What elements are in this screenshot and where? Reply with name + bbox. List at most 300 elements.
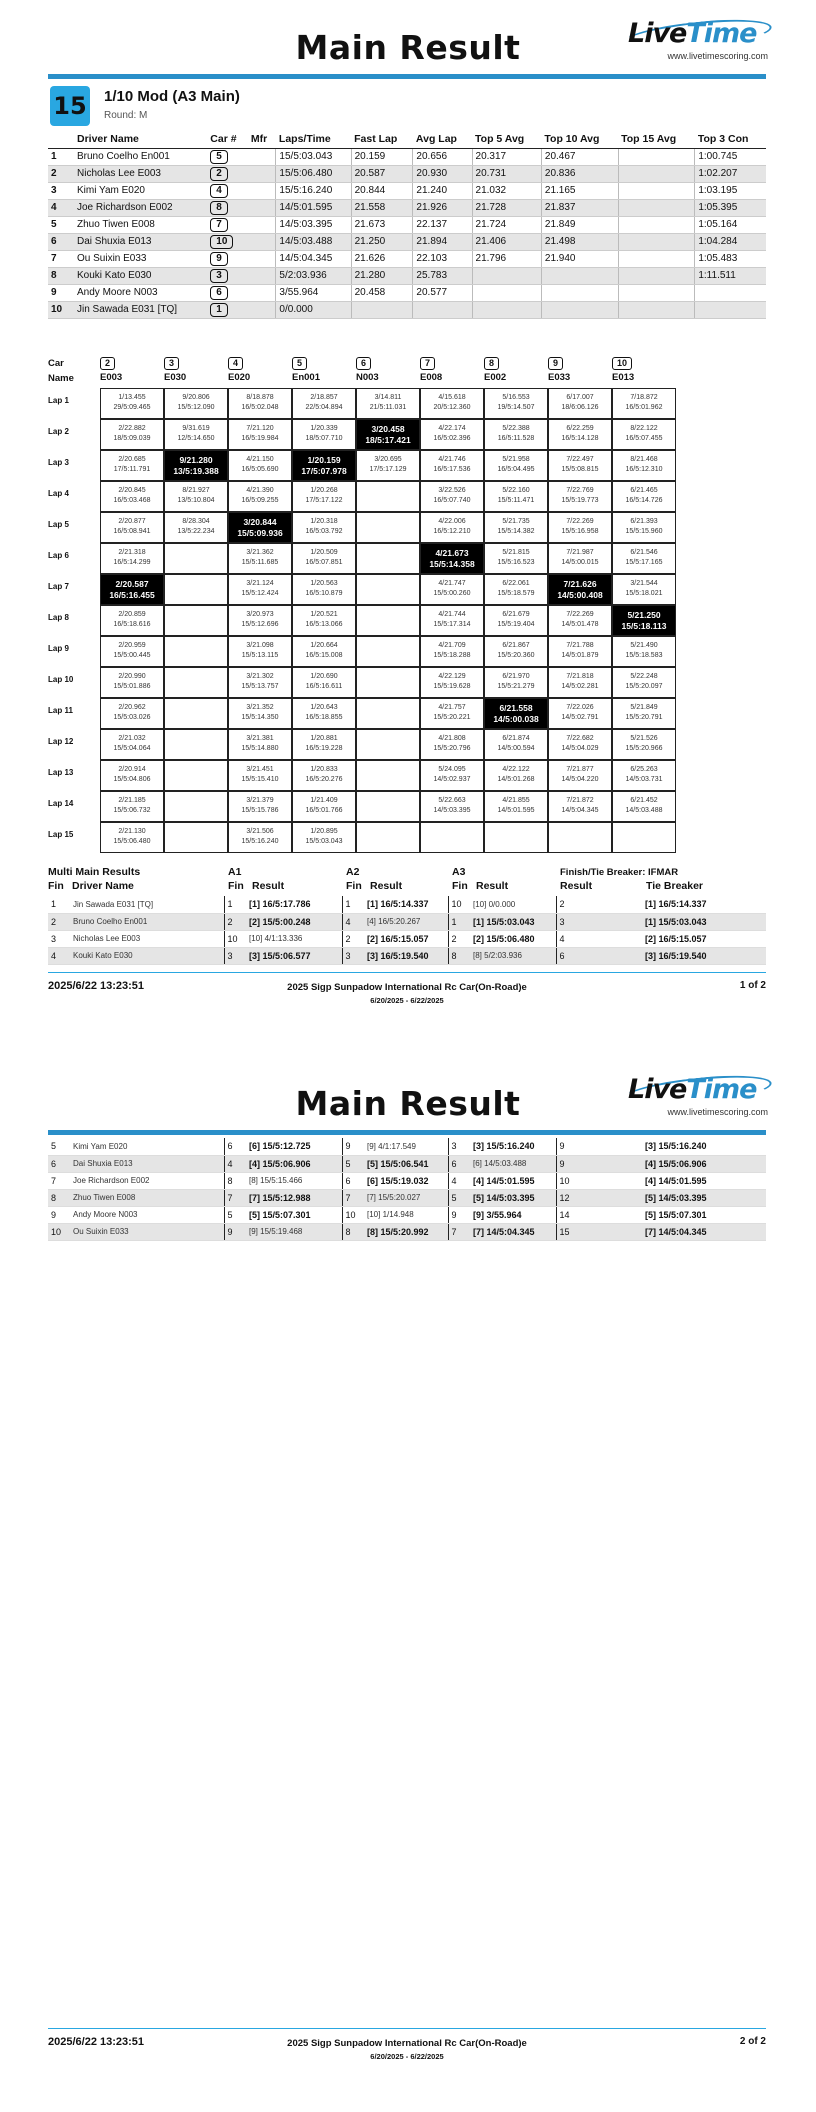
car-number-box: 10	[210, 235, 233, 249]
mm-a1f: 4	[224, 1155, 246, 1172]
lap-time: 6/21.452	[630, 797, 658, 804]
mm-a3f: 4	[448, 1172, 470, 1189]
result-laps: 14/5:04.345	[276, 250, 351, 267]
lap-cell	[100, 636, 164, 667]
car-name: E008	[420, 372, 443, 383]
lap-cumulative: 16/5:15.008	[305, 652, 343, 659]
tie-breaker-heading: Tie Breaker	[646, 880, 704, 892]
mm-a1r: [7] 15/5:12.988	[246, 1189, 342, 1206]
result-fast: 21.626	[351, 250, 413, 267]
lap-label: Lap 3	[48, 458, 69, 467]
result-t10: 20.836	[541, 165, 618, 182]
lap-cumulative: 15/5:18.113	[621, 621, 667, 631]
lap-cell	[484, 636, 548, 667]
lap-cumulative: 16/5:12.310	[625, 466, 663, 473]
lap-time: 4/22.122	[502, 766, 530, 773]
lap-cumulative: 15/5:18.021	[625, 590, 663, 597]
lap-cell-empty	[164, 822, 228, 853]
mm-tie: [3] 15/5:16.240	[642, 1138, 766, 1155]
mm-a3r: [2] 15/5:06.480	[470, 930, 556, 947]
lap-time: 6/21.393	[630, 518, 658, 525]
result-t15	[618, 165, 695, 182]
lap-cell-best	[548, 574, 612, 605]
lap-cumulative: 16/5:16.611	[305, 683, 343, 690]
mm-a3f: 2	[448, 930, 470, 947]
mm-a2f: 2	[342, 930, 364, 947]
result-name: Zhuo Tiwen E008	[74, 216, 207, 233]
multi-main-row	[48, 1223, 766, 1240]
mm-a3f: 1	[448, 913, 470, 930]
lap-cell	[228, 605, 292, 636]
lap-cumulative: 14/5:01.879	[561, 652, 599, 659]
col-header: Car #	[207, 131, 248, 148]
lap-cumulative: 15/5:11.471	[497, 497, 535, 504]
result-row	[48, 250, 766, 267]
lap-cell	[228, 481, 292, 512]
result-position: 1	[48, 148, 74, 165]
lap-cell-best	[356, 419, 420, 450]
lap-cumulative: 15/5:11.685	[241, 559, 279, 566]
lap-cell	[420, 760, 484, 791]
multi-main-row	[48, 1155, 766, 1172]
lap-cell-empty	[356, 574, 420, 605]
lap-cumulative: 15/5:14.350	[241, 714, 279, 721]
lap-cell-best	[292, 450, 356, 481]
lap-cell	[548, 667, 612, 698]
mm-a2r: [5] 15/5:06.541	[364, 1155, 448, 1172]
lap-cumulative: 18/5:07.710	[305, 435, 343, 442]
lap-cumulative: 15/5:06.480	[113, 838, 151, 845]
lap-time: 3/21.352	[246, 704, 274, 711]
lap-time: 4/22.174	[438, 425, 466, 432]
lap-time: 1/20.563	[310, 580, 338, 587]
car-name: E013	[612, 372, 635, 383]
race-number-badge: 15	[50, 86, 90, 126]
result-t5	[472, 301, 541, 318]
a2-fin-heading: Fin	[346, 880, 362, 892]
result-name: Bruno Coelho En001	[74, 148, 207, 165]
lap-cell	[228, 543, 292, 574]
lap-cumulative: 16/5:08.941	[113, 528, 151, 535]
car-name: En001	[292, 372, 320, 383]
lap-cell-empty	[356, 605, 420, 636]
event-dates: 6/20/2025 - 6/22/2025	[370, 996, 444, 1005]
car-number-box: 4	[210, 184, 228, 198]
lap-cumulative: 14/5:01.478	[561, 621, 599, 628]
result-t15	[618, 250, 695, 267]
lap-cell	[100, 388, 164, 419]
lap-time: 3/21.302	[246, 673, 274, 680]
lap-time: 4/21.390	[246, 487, 274, 494]
race-round: Round: M	[104, 110, 148, 121]
result-laps: 0/0.000	[276, 301, 351, 318]
lap-chart-header	[48, 357, 74, 385]
lap-time: 9/20.806	[182, 394, 210, 401]
result-t5: 20.317	[472, 148, 541, 165]
lap-cell	[484, 512, 548, 543]
lap-time: 3/20.695	[374, 456, 402, 463]
result-avg: 20.577	[413, 284, 472, 301]
result-laps: 5/2:03.936	[276, 267, 351, 284]
lap-cell	[612, 450, 676, 481]
result-t3c: 1:05.164	[695, 216, 766, 233]
result-t3c: 1:00.745	[695, 148, 766, 165]
mm-name: Ou Suixin E033	[70, 1223, 224, 1240]
lap-cell	[292, 574, 356, 605]
lap-time: 5/24.095	[438, 766, 466, 773]
lap-cell	[100, 512, 164, 543]
lap-label: Lap 2	[48, 427, 69, 436]
result-avg: 25.783	[413, 267, 472, 284]
lap-time: 1/21.409	[310, 797, 338, 804]
lap-time: 2/18.857	[310, 394, 338, 401]
mm-tie: [2] 16/5:15.057	[642, 930, 766, 947]
mm-a3f: 9	[448, 1206, 470, 1223]
lap-time: 7/22.269	[566, 518, 594, 525]
result-t3c: 1:03.195	[695, 182, 766, 199]
multi-main-row	[48, 1172, 766, 1189]
lap-cumulative: 15/5:19.404	[497, 621, 535, 628]
result-name: Dai Shuxia E013	[74, 233, 207, 250]
result-position: 2	[48, 165, 74, 182]
result-t15	[618, 233, 695, 250]
lap-cell	[548, 698, 612, 729]
lap-label: Lap 6	[48, 551, 69, 560]
lap-time: 7/21.877	[566, 766, 594, 773]
result-fast: 20.587	[351, 165, 413, 182]
lap-time: 8/21.468	[630, 456, 658, 463]
lap-cumulative: 16/5:07.455	[625, 435, 663, 442]
mm-a3r: [8] 5/2:03.936	[470, 947, 556, 964]
lap-cell	[100, 791, 164, 822]
lap-cumulative: 15/5:12.424	[241, 590, 279, 597]
lap-time: 6/21.546	[630, 549, 658, 556]
page-number: 1 of 2	[739, 980, 766, 991]
result-mfr	[248, 182, 276, 199]
car-number-box: 4	[228, 357, 243, 370]
lap-cell	[484, 481, 548, 512]
lap-time: 8/21.927	[182, 487, 210, 494]
lap-time: 7/21.987	[566, 549, 594, 556]
lap-cell	[100, 698, 164, 729]
mm-name: Bruno Coelho En001	[70, 913, 224, 930]
a1-heading: A1	[228, 866, 242, 878]
result-t10: 21.498	[541, 233, 618, 250]
lap-cell	[292, 760, 356, 791]
mm-name: Nicholas Lee E003	[70, 930, 224, 947]
result-t3c: 1:02.207	[695, 165, 766, 182]
lap-cumulative: 14/5:03.395	[433, 807, 471, 814]
lap-cell	[420, 605, 484, 636]
mm-a1r: [10] 4/1:13.336	[246, 930, 342, 947]
lap-cumulative: 14/5:01.268	[497, 776, 535, 783]
lap-time: 1/20.159	[307, 455, 341, 465]
logo-main-text: Live	[628, 1074, 687, 1105]
lap-cumulative: 15/5:15.410	[241, 776, 279, 783]
lap-time: 3/14.811	[374, 394, 402, 401]
result-fast: 20.159	[351, 148, 413, 165]
logo-main-text: Live	[628, 18, 687, 49]
result-position: 5	[48, 216, 74, 233]
lap-cell	[548, 512, 612, 543]
lap-cell	[420, 450, 484, 481]
lap-time: 8/22.122	[630, 425, 658, 432]
a3-result-heading: Result	[476, 880, 509, 892]
lap-time: 5/22.160	[502, 487, 530, 494]
lap-time: 5/21.490	[630, 642, 658, 649]
lap-time: 2/20.685	[118, 456, 146, 463]
car-number-box: 7	[210, 218, 228, 232]
mm-fin: 9	[48, 1206, 70, 1223]
result-mfr	[248, 148, 276, 165]
lap-cell	[292, 636, 356, 667]
result-row	[48, 182, 766, 199]
lap-cell	[484, 605, 548, 636]
lap-cumulative: 15/5:15.786	[241, 807, 279, 814]
lap-cumulative: 29/5:09.465	[113, 404, 151, 411]
lap-cumulative: 17/5:17.122	[305, 497, 343, 504]
lap-cumulative: 14/5:01.595	[497, 807, 535, 814]
lap-time: 2/20.962	[118, 704, 146, 711]
lap-cumulative: 15/5:00.445	[113, 652, 151, 659]
lap-cumulative: 22/5:04.894	[305, 404, 343, 411]
result-position: 7	[48, 250, 74, 267]
lap-time: 7/22.269	[566, 611, 594, 618]
mm-name: Joe Richardson E002	[70, 1172, 224, 1189]
mm-name: Jin Sawada E031 [TQ]	[70, 896, 224, 913]
lap-time: 2/20.877	[118, 518, 146, 525]
lap-cell-best	[228, 512, 292, 543]
lap-cell	[228, 729, 292, 760]
lap-cell	[612, 543, 676, 574]
mm-a2f: 6	[342, 1172, 364, 1189]
lap-time: 2/20.959	[118, 642, 146, 649]
lap-time: 1/20.339	[310, 425, 338, 432]
mm-tie: [5] 15/5:07.301	[642, 1206, 766, 1223]
lap-cell	[420, 729, 484, 760]
result-t5: 21.724	[472, 216, 541, 233]
lap-cumulative: 16/5:19.228	[305, 745, 343, 752]
lap-cumulative: 14/5:04.345	[561, 807, 599, 814]
lap-time: 4/21.673	[435, 548, 469, 558]
name-label: Name	[48, 373, 74, 384]
result-avg: 21.894	[413, 233, 472, 250]
result-t15	[618, 284, 695, 301]
lap-cumulative: 17/5:07.978	[301, 466, 347, 476]
lap-cell	[228, 822, 292, 853]
result-car	[207, 165, 248, 182]
mm-a2f: 5	[342, 1155, 364, 1172]
lap-time: 6/21.970	[502, 673, 530, 680]
lap-cumulative: 16/5:07.740	[433, 497, 471, 504]
lap-cell	[484, 791, 548, 822]
lap-cell	[548, 760, 612, 791]
lap-chart-car-10	[612, 357, 676, 383]
lap-cumulative: 14/5:04.220	[561, 776, 599, 783]
result-t5	[472, 284, 541, 301]
result-avg: 21.240	[413, 182, 472, 199]
result-name: Nicholas Lee E003	[74, 165, 207, 182]
lap-cell	[164, 419, 228, 450]
lap-cell-empty	[164, 760, 228, 791]
lap-label: Lap 15	[48, 830, 74, 839]
col-header: Fast Lap	[351, 131, 413, 148]
lap-cell	[292, 698, 356, 729]
lap-time: 5/16.553	[502, 394, 530, 401]
result-avg: 22.103	[413, 250, 472, 267]
lap-time: 5/21.526	[630, 735, 658, 742]
lap-time: 7/22.769	[566, 487, 594, 494]
mm-a3r: [6] 14/5:03.488	[470, 1155, 556, 1172]
mm-res: 10	[556, 1172, 642, 1189]
lap-cumulative: 14/5:00.038	[493, 714, 539, 724]
lap-time: 4/21.150	[246, 456, 274, 463]
lap-cumulative: 14/5:02.791	[561, 714, 599, 721]
mm-a2f: 7	[342, 1189, 364, 1206]
lap-time: 4/15.618	[438, 394, 466, 401]
lap-cumulative: 16/5:02.396	[433, 435, 471, 442]
mm-res: 9	[556, 1138, 642, 1155]
mm-res: 6	[556, 947, 642, 964]
lap-cell	[228, 667, 292, 698]
result-avg: 22.137	[413, 216, 472, 233]
mm-a3r: [9] 3/55.964	[470, 1206, 556, 1223]
lap-time: 2/20.845	[118, 487, 146, 494]
lap-cumulative: 18/6:06.126	[561, 404, 599, 411]
lap-time: 9/21.280	[179, 455, 213, 465]
lap-time: 5/22.388	[502, 425, 530, 432]
result-name: Jin Sawada E031 [TQ]	[74, 301, 207, 318]
col-header: Mfr	[248, 131, 276, 148]
lap-cell-empty	[164, 791, 228, 822]
livetime-logo	[628, 18, 768, 62]
lap-cumulative: 16/5:11.528	[497, 435, 535, 442]
mm-a2f: 9	[342, 1138, 364, 1155]
lap-cell	[420, 481, 484, 512]
mm-res: 3	[556, 913, 642, 930]
lap-cumulative: 16/5:14.128	[561, 435, 599, 442]
a2-heading: A2	[346, 866, 360, 878]
lap-cell	[548, 450, 612, 481]
mm-a3r: [1] 15/5:03.043	[470, 913, 556, 930]
lap-time: 3/21.379	[246, 797, 274, 804]
lap-cumulative: 15/5:04.806	[113, 776, 151, 783]
multi-main-row	[48, 913, 766, 930]
lap-cell-empty	[356, 822, 420, 853]
multi-main-row	[48, 930, 766, 947]
result-car	[207, 216, 248, 233]
lap-time: 7/22.026	[566, 704, 594, 711]
lap-label: Lap 14	[48, 799, 74, 808]
lap-time: 7/21.818	[566, 673, 594, 680]
lap-cell	[292, 388, 356, 419]
mm-fin: 8	[48, 1189, 70, 1206]
lap-time: 2/20.990	[118, 673, 146, 680]
lap-cell	[228, 574, 292, 605]
result-name: Kimi Yam E020	[74, 182, 207, 199]
lap-cell-empty	[356, 791, 420, 822]
mm-a2r: [7] 15/5:20.027	[364, 1189, 448, 1206]
multi-main-table-p1	[48, 896, 766, 965]
logo-url: www.livetimescoring.com	[667, 51, 768, 61]
lap-cumulative: 16/5:09.255	[241, 497, 279, 504]
lap-cumulative: 16/5:12.210	[433, 528, 471, 535]
lap-cell	[612, 729, 676, 760]
mm-a2f: 4	[342, 913, 364, 930]
lap-cell	[292, 481, 356, 512]
mm-a1f: 1	[224, 896, 246, 913]
lap-cell-empty	[548, 822, 612, 853]
lap-cumulative: 16/5:03.468	[113, 497, 151, 504]
lap-cumulative: 15/5:14.358	[429, 559, 475, 569]
result-avg	[413, 301, 472, 318]
lap-time: 4/21.808	[438, 735, 466, 742]
mm-a2r: [9] 4/1:17.549	[364, 1138, 448, 1155]
lap-cell	[100, 760, 164, 791]
lap-cell	[100, 822, 164, 853]
result-t3c	[695, 301, 766, 318]
car-number-box: 7	[420, 357, 435, 370]
lap-time: 3/21.362	[246, 549, 274, 556]
multi-main-row	[48, 947, 766, 964]
lap-cell	[612, 481, 676, 512]
lap-cell	[484, 574, 548, 605]
result-mfr	[248, 216, 276, 233]
lap-cumulative: 14/5:00.594	[497, 745, 535, 752]
mm-res: 15	[556, 1223, 642, 1240]
lap-cell	[420, 512, 484, 543]
lap-time: 2/22.882	[118, 425, 146, 432]
lap-cumulative: 12/5:14.650	[177, 435, 215, 442]
result-car	[207, 250, 248, 267]
lap-label: Lap 1	[48, 396, 69, 405]
lap-time: 5/21.250	[627, 610, 661, 620]
lap-time: 4/21.709	[438, 642, 466, 649]
lap-cumulative: 15/5:12.696	[241, 621, 279, 628]
mm-a3f: 7	[448, 1223, 470, 1240]
footer-divider	[48, 972, 766, 973]
lap-time: 6/25.263	[630, 766, 658, 773]
lap-cell	[612, 667, 676, 698]
lap-time: 4/21.855	[502, 797, 530, 804]
lap-cumulative: 15/5:13.115	[241, 652, 279, 659]
lap-label: Lap 7	[48, 582, 69, 591]
car-number-box: 8	[484, 357, 499, 370]
lap-cumulative: 15/5:16.958	[561, 528, 599, 535]
mm-name: Kimi Yam E020	[70, 1138, 224, 1155]
lap-cell	[100, 605, 164, 636]
lap-cumulative: 15/5:03.043	[305, 838, 343, 845]
lap-time: 5/22.663	[438, 797, 466, 804]
result-position: 6	[48, 233, 74, 250]
lap-cell	[420, 574, 484, 605]
mm-a3r: [10] 0/0.000	[470, 896, 556, 913]
lap-cumulative: 16/5:07.851	[305, 559, 343, 566]
lap-time: 6/21.867	[502, 642, 530, 649]
lap-cumulative: 15/5:20.966	[625, 745, 663, 752]
lap-cumulative: 15/5:12.090	[177, 404, 215, 411]
lap-cell	[420, 636, 484, 667]
lap-cell	[164, 512, 228, 543]
lap-cell	[420, 667, 484, 698]
lap-cell	[292, 822, 356, 853]
lap-time: 3/20.973	[246, 611, 274, 618]
lap-time: 1/13.455	[118, 394, 146, 401]
col-header: Avg Lap	[413, 131, 472, 148]
car-number-box: 5	[292, 357, 307, 370]
mm-a3r: [4] 14/5:01.595	[470, 1172, 556, 1189]
lap-cumulative: 14/5:00.015	[561, 559, 599, 566]
